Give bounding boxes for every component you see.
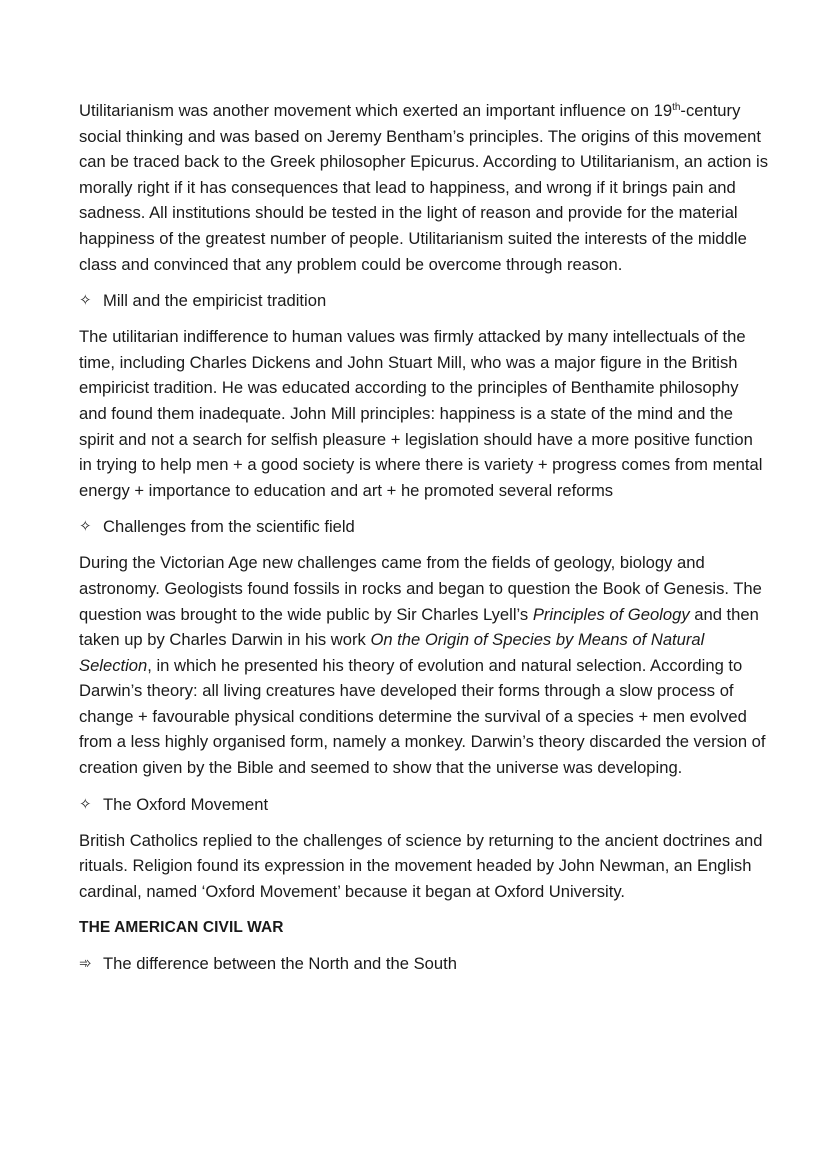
subheading-text: Challenges from the scientific field bbox=[103, 517, 355, 537]
text-run: -century social thinking and was based on Jeremy Bentham’s principles. The origins of this movement can be traced back to the Greek philosopher Epicurus. According to Utilitarianism, an action is morally right if it has consequences that lead to happiness, and wrong if it brings pain and sadness. All institutions should be tested in the light of reason and provide for the material happiness of the greatest number of people. Utilitarianism suited the interests of the middle class and convinced that any problem could be overcome through reason. bbox=[79, 101, 768, 274]
paragraph-oxford: British Catholics replied to the challenges of science by returning to the ancient doctrines and rituals. Religion found its expression in the movement headed by John Newman, an English cardinal, named ‘Oxford Movement’ because it began at Oxford University. bbox=[79, 830, 763, 901]
text-run: Utilitarianism was another movement which exerted an important influence on 19 bbox=[79, 101, 673, 120]
book-title-principles-of-geology: Principles of Geology bbox=[532, 604, 690, 624]
paragraph-utilitarianism bbox=[79, 98, 768, 277]
text-run: During the Victorian Age new challenges came from the fields of geology, biology and astronomy. Geologists found fossils in rocks and began to question the Book of Genesis. The question was brought to the wide public by Sir Charles Lyell’s bbox=[79, 553, 762, 624]
subheading-oxford bbox=[79, 792, 768, 817]
text-run: , in which he presented his theory of evolution and natural selection. According to Darwin’s theory: all living creatures have developed their forms through a slow process of change + favourable physical conditions determine the survival of a species + men evolved from a less highly organised form, namely a monkey. Darwin’s theory discarded the version of creation given by the Bible and seemed to show that the universe was developing. bbox=[79, 655, 766, 778]
subheading-text: The difference between the North and the South bbox=[103, 954, 457, 974]
subheading-text: The Oxford Movement bbox=[103, 794, 269, 814]
subheading-mill bbox=[79, 288, 768, 313]
paragraph-science bbox=[79, 550, 768, 780]
section-title: THE AMERICAN CIVIL WAR bbox=[79, 919, 284, 937]
subheading-text: Mill and the empiricist tradition bbox=[103, 291, 327, 311]
sparkle-bullet-icon: ✧ bbox=[79, 518, 92, 536]
paragraph-mill: The utilitarian indifference to human values was firmly attacked by many intellectuals of the time, including Charles Dickens and John Stuart Mill, who was a major figure in the British empiricist tradition. He was educated according to the principles of Benthamite philosophy and found them inadequate. John Mill principles: happiness is a state of the mind and the spirit and not a search for selfish pleasure + legislation should have a more positive function in trying to help men + a good society is where there is variety + progress comes from mental energy + importance to education and art + he promoted several reforms bbox=[79, 327, 763, 500]
subheading-north-south bbox=[79, 951, 768, 976]
text-run: and then taken up by Charles Darwin in his work bbox=[79, 604, 759, 650]
book-title-origin-of-species: On the Origin of Species by Means of Natural Selection bbox=[79, 630, 705, 675]
arrow-bullet-icon: ➾ bbox=[79, 955, 92, 973]
subheading-science bbox=[79, 514, 768, 539]
superscript-th: th bbox=[672, 102, 681, 113]
sparkle-bullet-icon: ✧ bbox=[79, 795, 92, 813]
sparkle-bullet-icon: ✧ bbox=[79, 292, 92, 310]
